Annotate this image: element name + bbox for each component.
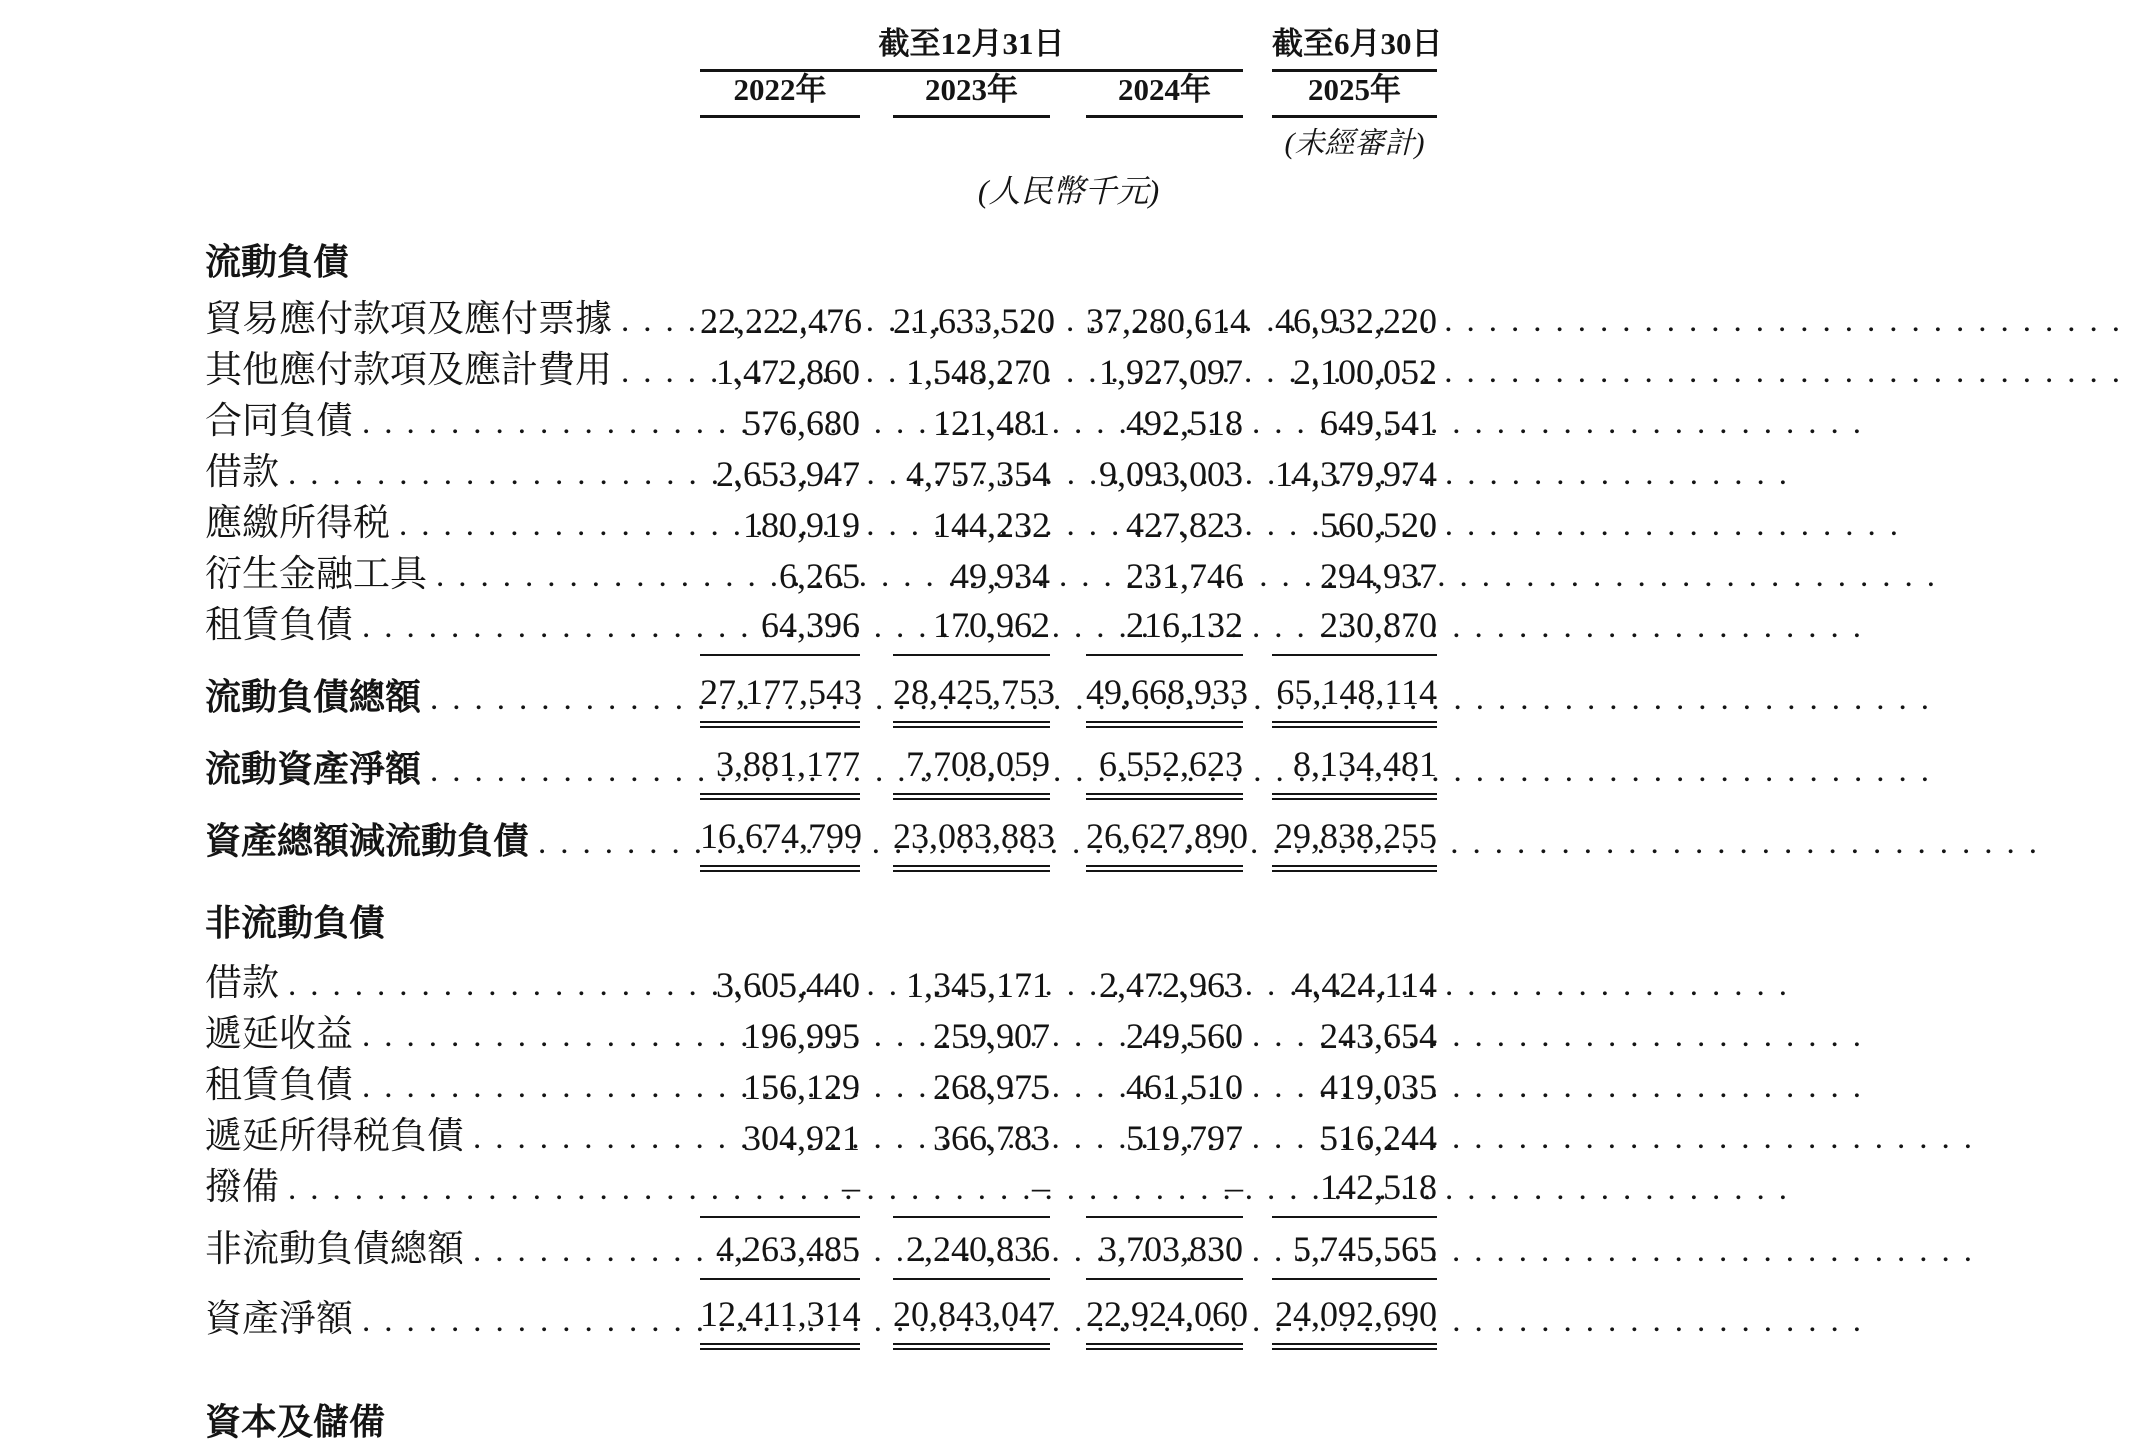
year-2022-header: 2022年: [700, 64, 860, 118]
value-2025: 46,932,220: [1275, 301, 1437, 341]
value-2022: 64,396: [700, 604, 860, 656]
value-2022: 22,222,476: [700, 301, 862, 341]
value-2024: –: [1086, 1166, 1243, 1218]
row-label: 借款: [205, 452, 279, 493]
table-row-deferred-income: [205, 1003, 1437, 1054]
value-2022: 576,680: [743, 403, 860, 443]
value-2024: 22,924,060: [1086, 1293, 1243, 1350]
value-2022: 16,674,799: [700, 815, 860, 872]
value-2025: 142,518: [1272, 1166, 1437, 1218]
value-2025: 5,745,565: [1272, 1228, 1437, 1280]
year-2025-header: 2025年: [1272, 64, 1437, 118]
section-label: 非流動負債: [205, 902, 386, 943]
value-2025: 419,035: [1320, 1067, 1437, 1107]
value-2022: 156,129: [743, 1067, 860, 1107]
value-2023: 2,240,836: [893, 1228, 1050, 1280]
value-2023: 4,757,354: [906, 454, 1050, 494]
row-label: 借款: [205, 963, 279, 1004]
table-row-borrowings-current: [205, 441, 1437, 492]
row-label: 租賃負債: [205, 605, 353, 646]
period-group-june: 截至6月30日: [1272, 18, 1437, 72]
value-2023: 1,548,270: [906, 352, 1050, 392]
row-label: 流動負債總額: [205, 676, 422, 717]
value-2022: 12,411,314: [700, 1293, 860, 1350]
header-period-groups: [205, 18, 1443, 64]
row-label: 租賃負債: [205, 1065, 353, 1106]
value-2023: 170,962: [893, 604, 1050, 656]
value-2022: 3,605,440: [716, 965, 860, 1005]
table-row-total-assets-less-current-liabilities: [205, 800, 1437, 872]
table-row-provisions: [205, 1156, 1437, 1218]
value-2024: 216,132: [1086, 604, 1243, 656]
table-row-borrowings-non-current: [205, 952, 1437, 1003]
value-2024: 6,552,623: [1086, 743, 1243, 800]
currency-unit-note: (人民幣千元): [977, 173, 1160, 209]
row-label: 遞延所得税負債: [205, 1116, 464, 1157]
header-unaudited-row: [205, 118, 1437, 162]
row-label: 貿易應付款項及應付票據: [205, 299, 612, 340]
table-row-net-current-assets: [205, 728, 1437, 800]
value-2024: 1,927,097: [1099, 352, 1243, 392]
table-row-derivative-instruments: [205, 543, 1437, 594]
year-2023-header: 2023年: [893, 64, 1050, 118]
table-row-lease-liabilities-non-current: [205, 1054, 1437, 1105]
value-2025: 649,541: [1320, 403, 1437, 443]
value-2025: 2,100,052: [1293, 352, 1437, 392]
table-row-total-non-current-liabilities: [205, 1218, 1437, 1280]
row-label: 資產總額減流動負債: [205, 820, 530, 861]
value-2024: 3,703,830: [1086, 1228, 1243, 1280]
value-2022: –: [700, 1166, 860, 1218]
value-2023: 28,425,753: [893, 671, 1050, 728]
value-2024: 492,518: [1126, 403, 1243, 443]
row-label: 非流動負債總額: [205, 1229, 464, 1270]
value-2023: 268,975: [933, 1067, 1050, 1107]
value-2023: 7,708,059: [893, 743, 1050, 800]
row-label: 流動資產淨額: [205, 748, 422, 789]
value-2023: 144,232: [933, 505, 1050, 545]
section-label: 流動負債: [205, 241, 350, 282]
header-body-spacer: [205, 214, 1437, 234]
value-2025: 24,092,690: [1272, 1293, 1437, 1350]
value-2022: 196,995: [743, 1016, 860, 1056]
financial-table: [205, 18, 1443, 1454]
value-2023: 49,934: [951, 556, 1050, 596]
value-2023: 20,843,047: [893, 1293, 1050, 1350]
row-label: 撥備: [205, 1167, 279, 1208]
value-2025: 230,870: [1272, 604, 1437, 656]
value-2024: 49,668,933: [1086, 671, 1243, 728]
value-2025: 14,379,974: [1275, 454, 1437, 494]
table-row-section-current-liabilities: [205, 234, 1437, 288]
row-label: 衍生金融工具: [205, 554, 427, 595]
value-2023: 23,083,883: [893, 815, 1050, 872]
value-2023: 259,907: [933, 1016, 1050, 1056]
value-2023: 21,633,520: [893, 301, 1055, 341]
value-2023: 1,345,171: [906, 965, 1050, 1005]
row-label: 合同負債: [205, 401, 353, 442]
value-2024: 519,797: [1126, 1118, 1243, 1158]
table-row-deferred-tax-liabilities: [205, 1105, 1437, 1156]
year-2024-header: 2024年: [1086, 64, 1243, 118]
value-2022: 1,472,860: [716, 352, 860, 392]
table-row-section-non-current-liabilities: [205, 872, 1437, 952]
table-row-lease-liabilities-current: [205, 594, 1437, 656]
value-2024: 26,627,890: [1086, 815, 1243, 872]
value-2024: 427,823: [1126, 505, 1243, 545]
table-row-net-assets: [205, 1280, 1437, 1350]
table-row-section-capital-and-reserves: [205, 1394, 1437, 1454]
value-2023: –: [893, 1166, 1050, 1218]
header-unit-row: [205, 162, 1437, 214]
table-row-income-tax-payable: [205, 492, 1437, 543]
value-2024: 37,280,614: [1086, 301, 1248, 341]
header-years: [205, 64, 1437, 118]
value-2025: 516,244: [1320, 1118, 1437, 1158]
value-2024: 231,746: [1126, 556, 1243, 596]
value-2024: 461,510: [1126, 1067, 1243, 1107]
value-2025: 243,654: [1320, 1016, 1437, 1056]
row-label: 應繳所得税: [205, 503, 390, 544]
value-2024: 9,093,003: [1099, 454, 1243, 494]
row-label: 其他應付款項及應計費用: [205, 350, 612, 391]
value-2023: 366,783: [933, 1118, 1050, 1158]
value-2025: 8,134,481: [1272, 743, 1437, 800]
value-2024: 2,472,963: [1099, 965, 1243, 1005]
value-2022: 6,265: [779, 556, 860, 596]
value-2025: 560,520: [1320, 505, 1437, 545]
value-2022: 304,921: [743, 1118, 860, 1158]
value-2025: 65,148,114: [1272, 671, 1437, 728]
value-2023: 121,481: [933, 403, 1050, 443]
value-2025: 29,838,255: [1272, 815, 1437, 872]
value-2022: 4,263,485: [700, 1228, 860, 1280]
row-label: 遞延收益: [205, 1014, 353, 1055]
value-2025: 294,937: [1320, 556, 1437, 596]
table-row-total-current-liabilities: [205, 656, 1437, 728]
table-row-trade-payables: [205, 288, 1437, 339]
value-2025: 4,424,114: [1294, 965, 1437, 1005]
period-group-december: 截至12月31日: [700, 18, 1243, 72]
value-2024: 249,560: [1126, 1016, 1243, 1056]
value-2022: 3,881,177: [700, 743, 860, 800]
table-row-contract-liabilities: [205, 390, 1437, 441]
value-2022: 2,653,947: [716, 454, 860, 494]
table-row-other-payables: [205, 339, 1437, 390]
row-label: 資產淨額: [205, 1299, 353, 1340]
value-2022: 180,919: [743, 505, 860, 545]
unaudited-note: (未經審計): [1284, 127, 1425, 160]
value-2022: 27,177,543: [700, 671, 860, 728]
section-label: 資本及儲備: [205, 1401, 386, 1442]
